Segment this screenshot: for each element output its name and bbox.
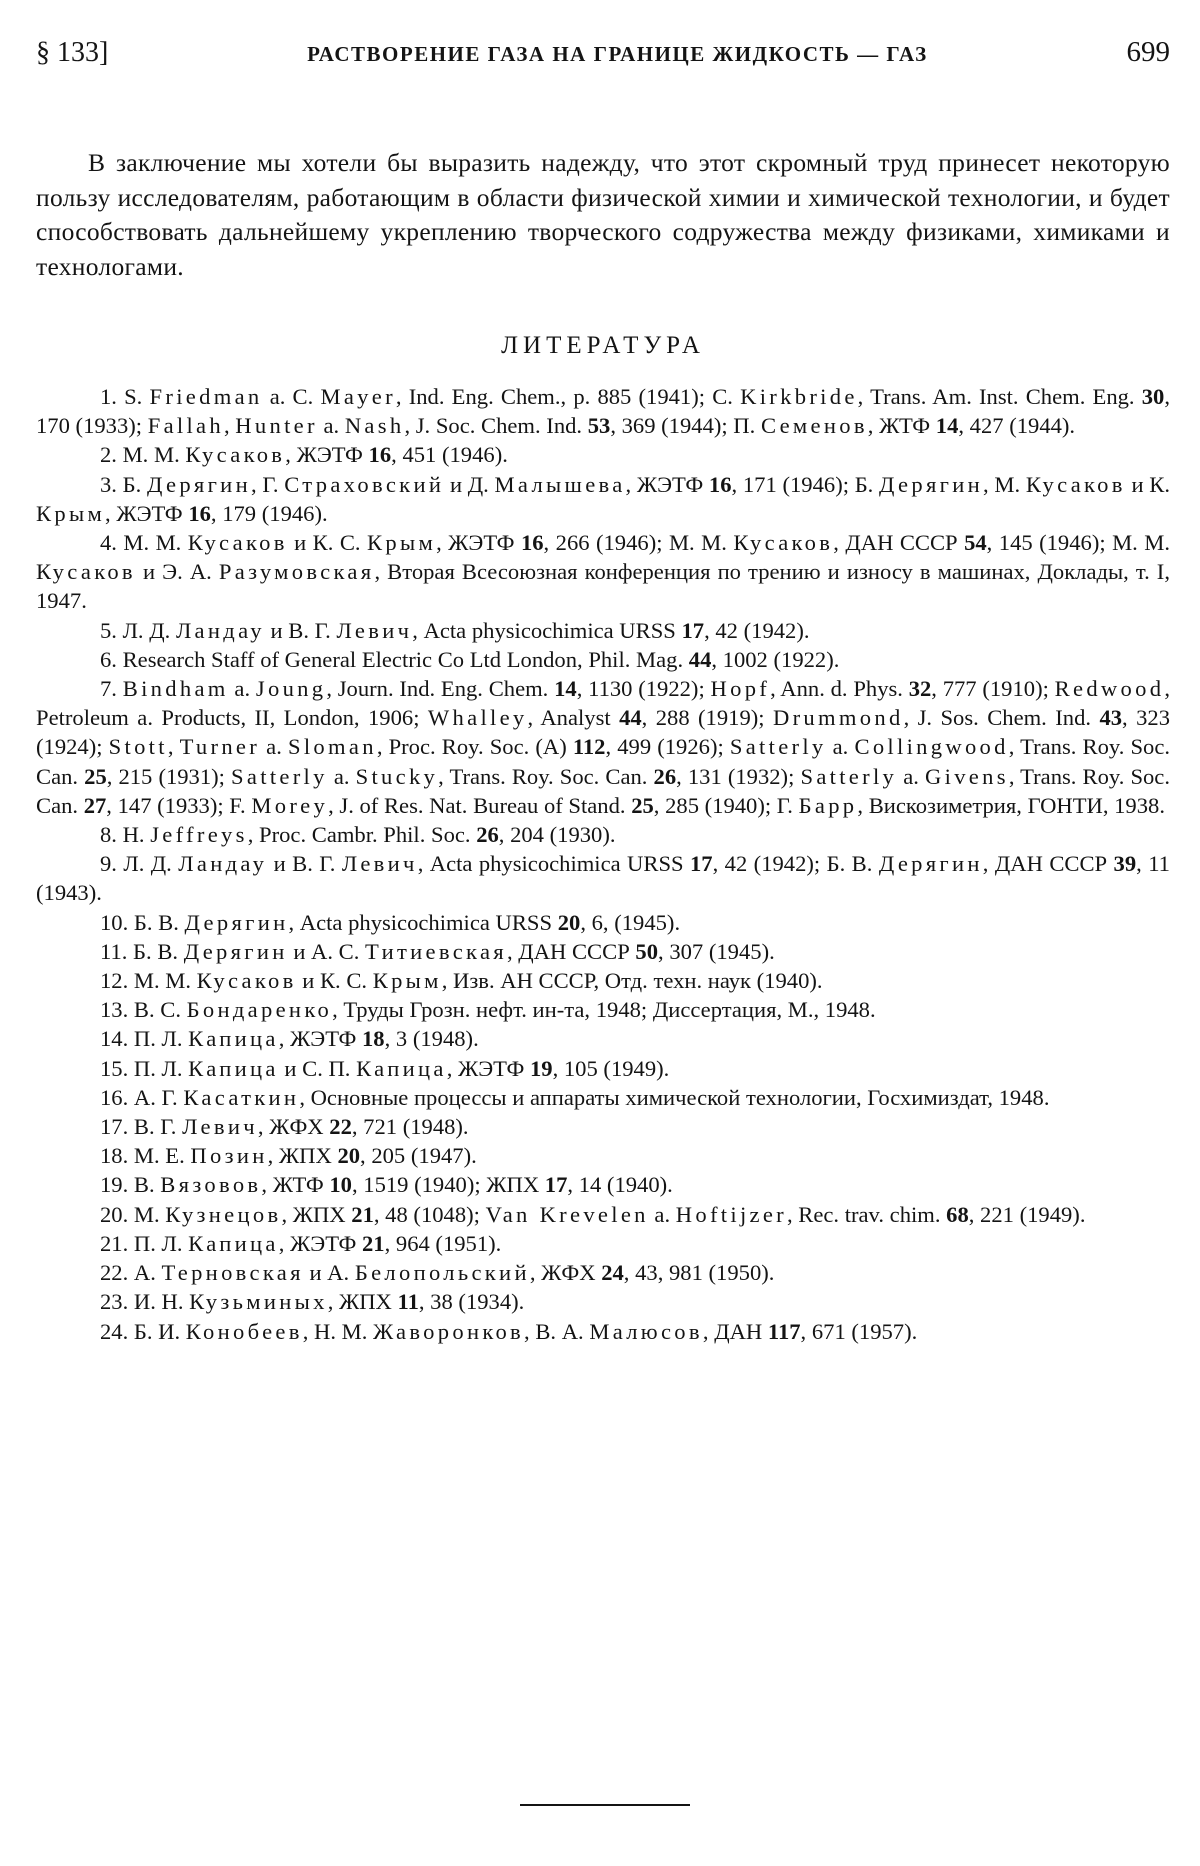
reference-segment: , В. А. <box>524 1318 590 1344</box>
reference-segment: , Acta physicochimica URSS <box>288 909 558 935</box>
reference-segment: , 266 (1946); М. М. <box>543 530 734 556</box>
reference-segment: Satterly <box>231 763 328 789</box>
reference-segment: , ДАН СССР <box>982 851 1114 877</box>
reference-segment: Барр <box>798 792 858 818</box>
reference-segment: 26 <box>476 822 499 848</box>
reference-segment: 44 <box>688 646 712 672</box>
reference-segment: , 1519 (1940); ЖПХ <box>351 1172 545 1198</box>
reference-item <box>36 674 1170 820</box>
reference-item <box>36 1200 1170 1229</box>
reference-segment: 21 <box>362 1230 385 1256</box>
reference-segment: Левич <box>336 617 413 643</box>
reference-item <box>36 382 1170 440</box>
reference-segment: , 721 (1948). <box>351 1114 469 1140</box>
reference-segment: , J. of Res. Nat. Bureau of Stand. <box>328 792 632 818</box>
reference-segment: 16 <box>520 530 544 556</box>
reference-segment: , <box>167 734 180 760</box>
reference-segment: 3. Б. <box>100 471 147 497</box>
reference-segment: Страховский <box>284 471 445 497</box>
reference-segment: , 48 (1048); <box>373 1201 486 1227</box>
reference-segment: 13. В. С. <box>100 997 187 1023</box>
reference-segment: , 964 (1951). <box>384 1230 502 1256</box>
reference-segment: Sloman <box>287 734 377 760</box>
reference-segment: 117 <box>767 1318 801 1344</box>
reference-segment: a. <box>228 676 256 702</box>
reference-segment: Collingwood <box>854 734 1009 760</box>
reference-segment: , ЖЭТФ <box>278 1230 362 1256</box>
reference-segment: Bindham <box>122 676 229 702</box>
reference-segment: , 285 (1940); Г. <box>653 792 799 818</box>
reference-segment: , Н. М. <box>302 1318 374 1344</box>
reference-segment: 18. М. Е. <box>100 1143 191 1169</box>
reference-item <box>36 995 1170 1024</box>
reference-item <box>36 1229 1170 1258</box>
reference-segment: a. <box>826 734 855 760</box>
reference-segment: , Acta physicochimica URSS <box>417 851 690 877</box>
reference-segment: Кусаков <box>187 530 288 556</box>
reference-segment: , ЖФХ <box>257 1114 330 1140</box>
reference-segment: 27 <box>83 792 107 818</box>
reference-segment: 112 <box>572 734 606 760</box>
reference-segment: Жаворонков <box>373 1318 525 1344</box>
reference-segment: Кусаков <box>185 442 286 468</box>
reference-item <box>36 908 1170 937</box>
reference-segment: Hopf <box>710 676 771 702</box>
reference-list <box>36 382 1170 1346</box>
running-header <box>36 36 1170 80</box>
reference-segment: 14. П. Л. <box>100 1026 189 1052</box>
reference-segment: , 6, (1945). <box>580 909 681 935</box>
reference-segment: Крым <box>36 500 106 526</box>
reference-segment: Дерягин <box>879 471 984 497</box>
reference-segment: , 38 (1934). <box>418 1289 525 1315</box>
reference-item <box>36 849 1170 907</box>
section-reference: § 133] <box>36 37 109 68</box>
reference-segment: , 323 (1924); <box>36 705 1171 760</box>
reference-segment: , Вискозиметрия, ГОНТИ, 1938. <box>857 792 1165 818</box>
reference-segment: 30 <box>1141 384 1165 409</box>
reference-segment: , Rec. trav. chim. <box>787 1201 947 1227</box>
reference-segment: Friedman <box>149 384 263 409</box>
reference-segment: Терновская <box>161 1260 304 1286</box>
reference-segment: , Вторая Всесоюзная конференция по трению и износу в машинах, Доклады, т. I, 1947. <box>36 559 1170 614</box>
reference-segment: , 288 (1919); <box>641 705 773 731</box>
reference-segment: 21. П. Л. <box>100 1230 189 1256</box>
reference-segment: , 499 (1926); <box>605 734 730 760</box>
reference-segment: 17 <box>544 1172 568 1198</box>
reference-segment: , 451 (1946). <box>391 442 508 468</box>
reference-segment: 20 <box>557 909 581 935</box>
reference-item <box>36 1258 1170 1287</box>
reference-segment: 25 <box>84 763 107 789</box>
reference-segment: , ЖТФ <box>867 413 936 439</box>
reference-segment: и В. Г. <box>267 851 342 877</box>
reference-segment: , Основные процессы и аппараты химической технологии, Госхимиздат, 1948. <box>299 1084 1050 1110</box>
reference-segment: , Proc. Cambr. Phil. Soc. <box>247 822 477 848</box>
reference-item <box>36 820 1170 849</box>
reference-segment: , 671 (1957). <box>800 1318 918 1344</box>
reference-segment: , Petroleum a. Products, II, London, 1906; <box>36 676 1170 731</box>
reference-segment: 39 <box>1113 851 1137 877</box>
reference-segment: , 1002 (1922). <box>711 646 840 672</box>
reference-segment: 22. А. <box>100 1260 162 1286</box>
reference-segment: Касаткин <box>183 1084 300 1110</box>
reference-segment: a. <box>648 1201 676 1227</box>
reference-item <box>36 937 1170 966</box>
reference-segment: , 42 (1942). <box>704 617 810 643</box>
reference-segment: Конобеев <box>185 1318 303 1344</box>
reference-segment: 53 <box>587 413 611 439</box>
reference-segment: , Journ. Ind. Eng. Chem. <box>326 676 555 702</box>
reference-segment: 8. H. <box>100 822 151 848</box>
reference-segment: , Trans. Roy. Soc. Can. <box>36 734 1171 789</box>
reference-segment: Givens <box>925 763 1009 789</box>
reference-segment: , <box>223 413 236 439</box>
reference-segment: Малышева <box>494 471 626 497</box>
reference-segment: 10. Б. В. <box>100 909 185 935</box>
reference-item <box>36 1024 1170 1053</box>
reference-item <box>36 440 1170 469</box>
reference-segment: , 307 (1945). <box>658 938 775 964</box>
reference-segment: , 205 (1947). <box>360 1143 477 1169</box>
reference-item <box>36 1287 1170 1316</box>
reference-segment: Kirkbride <box>740 384 858 409</box>
page-number: 699 <box>1126 36 1170 68</box>
reference-segment: 16 <box>188 500 211 526</box>
reference-item <box>36 645 1170 674</box>
reference-item <box>36 470 1170 528</box>
reference-segment: 50 <box>635 938 659 964</box>
reference-segment: , М. <box>983 471 1026 497</box>
reference-segment: Morey <box>251 792 329 818</box>
reference-segment: Joung <box>255 676 327 702</box>
reference-segment: 54 <box>964 530 987 556</box>
reference-segment: Кусаков <box>1025 471 1126 497</box>
reference-segment: a. C. <box>262 384 321 409</box>
reference-segment: Крым <box>367 530 437 556</box>
reference-segment: 25 <box>631 792 654 818</box>
reference-segment: , Trans. Am. Inst. Chem. Eng. <box>857 384 1142 409</box>
reference-segment: Hunter <box>235 413 318 439</box>
reference-segment: , 1130 (1922); <box>576 676 711 702</box>
reference-segment: Redwood <box>1054 676 1165 702</box>
reference-segment: Whalley <box>427 705 528 731</box>
reference-segment: , ДАН СССР <box>833 530 965 556</box>
reference-segment: , 147 (1933); F. <box>106 792 252 818</box>
reference-segment: , Труды Грозн. нефт. ин-та, 1948; Диссертация, М., 1948. <box>332 997 876 1023</box>
reference-segment: , ЖПХ <box>267 1143 338 1169</box>
reference-segment: 5. Л. Д. <box>100 617 176 643</box>
reference-segment: 11 <box>397 1289 419 1315</box>
reference-segment: 20 <box>337 1143 361 1169</box>
end-rule <box>520 1804 690 1806</box>
reference-segment: , ЖТФ <box>261 1172 330 1198</box>
reference-segment: Бондаренко <box>186 997 333 1023</box>
reference-segment: 17 <box>681 617 705 643</box>
reference-segment: , ЖЭТФ <box>285 442 369 468</box>
reference-segment: 24 <box>601 1260 624 1286</box>
reference-segment: Nash <box>344 413 405 439</box>
reference-segment: , 14 (1940). <box>567 1172 673 1198</box>
reference-segment: Stott <box>108 734 168 760</box>
reference-segment: 1. S. <box>100 384 150 409</box>
reference-segment: 21 <box>351 1201 374 1227</box>
reference-segment: , ЖЭТФ <box>278 1026 362 1052</box>
reference-segment: , 777 (1910); <box>931 676 1055 702</box>
reference-segment: и С. П. <box>278 1055 357 1081</box>
reference-segment: 43 <box>1099 705 1123 731</box>
reference-segment: и Д. <box>444 471 495 497</box>
reference-segment: Дерягин <box>183 938 288 964</box>
reference-segment: , 215 (1931); <box>106 763 232 789</box>
reference-segment: Stucky <box>355 763 439 789</box>
reference-segment: 11. Б. В. <box>100 938 184 964</box>
reference-item <box>36 1083 1170 1112</box>
reference-segment: и В. Г. <box>264 617 337 643</box>
reference-segment: , Ind. Eng. Chem., p. 885 (1941); C. <box>395 384 741 409</box>
reference-segment: 9. Л. Д. <box>100 851 179 877</box>
reference-segment: Дерягин <box>878 851 983 877</box>
reference-segment: , Analyst <box>527 705 620 731</box>
reference-segment: Капица <box>188 1230 279 1256</box>
reference-segment: 14 <box>554 676 577 702</box>
reference-segment: Титиевская <box>365 938 507 964</box>
reference-segment: Satterly <box>800 763 898 789</box>
reference-segment: Капица <box>188 1055 279 1081</box>
reference-segment: и К. С. <box>287 530 368 556</box>
reference-segment: , 11 (1943). <box>36 851 1170 906</box>
reference-segment: Кузьминых <box>189 1289 328 1315</box>
reference-segment: Van Krevelen <box>485 1201 649 1227</box>
reference-segment: Крым <box>372 968 442 994</box>
reference-segment: Дерягин <box>147 471 251 497</box>
reference-segment: , Trans. Roy. Soc. Can. <box>36 763 1170 818</box>
reference-segment: , 43, 981 (1950). <box>623 1260 775 1286</box>
reference-segment: , Trans. Roy. Soc. Can. <box>438 763 654 789</box>
reference-segment: Семенов <box>760 413 868 439</box>
reference-item <box>36 1112 1170 1141</box>
reference-segment: , 170 (1933); <box>36 384 1170 439</box>
reference-segment: 16. А. Г. <box>100 1084 184 1110</box>
reference-item <box>36 528 1170 616</box>
reference-segment: Turner <box>179 734 261 760</box>
reference-item <box>36 616 1170 645</box>
reference-segment: 6. Research Staff of General Electric Co Ltd London, Phil. Mag. <box>100 646 689 672</box>
reference-segment: , 369 (1944); П. <box>610 413 761 439</box>
reference-segment: Вязовов <box>160 1172 262 1198</box>
reference-segment: 15. П. Л. <box>100 1055 189 1081</box>
reference-segment: , ЖПХ <box>281 1201 352 1227</box>
reference-segment: 16 <box>708 471 732 497</box>
reference-segment: 20. М. <box>100 1201 166 1227</box>
reference-segment: a. <box>897 763 925 789</box>
reference-segment: 32 <box>908 676 932 702</box>
reference-segment: , ЖПХ <box>327 1289 398 1315</box>
reference-segment: , Proc. Roy. Soc. (A) <box>376 734 573 760</box>
reference-segment: 44 <box>619 705 642 731</box>
reference-segment: Ландау <box>178 851 268 877</box>
reference-segment: Левич <box>341 851 418 877</box>
reference-segment: Кузнецов <box>165 1201 282 1227</box>
reference-segment: 2. М. М. <box>100 442 186 468</box>
reference-segment: , Изв. АН СССР, Отд. техн. наук (1940). <box>441 968 823 994</box>
reference-segment: Кусаков <box>196 968 297 994</box>
reference-segment: Левич <box>182 1114 258 1140</box>
reference-segment: Jeffreys <box>150 822 248 848</box>
reference-segment: 17. В. Г. <box>100 1114 183 1140</box>
reference-item <box>36 1317 1170 1346</box>
running-title: РАСТВОРЕНИЕ ГАЗА НА ГРАНИЦЕ ЖИДКОСТЬ — ГАЗ <box>307 42 928 66</box>
reference-segment: , J. Soc. Chem. Ind. <box>404 413 588 439</box>
reference-segment: , 204 (1930). <box>498 822 616 848</box>
reference-segment: Белопольский <box>354 1260 530 1286</box>
reference-segment: Малюсов <box>589 1318 703 1344</box>
reference-item <box>36 1054 1170 1083</box>
reference-segment: 7. <box>100 676 123 702</box>
reference-segment: , 105 (1949). <box>552 1055 670 1081</box>
reference-segment: Разумовская <box>218 559 375 585</box>
reference-segment: 17 <box>690 851 713 877</box>
reference-segment: 24. Б. И. <box>100 1318 186 1344</box>
reference-segment: 19 <box>529 1055 553 1081</box>
reference-segment: 19. В. <box>100 1172 161 1198</box>
reference-segment: , Ann. d. Phys. <box>770 676 909 702</box>
reference-segment: 22 <box>329 1114 352 1140</box>
reference-segment: , ДАН СССР <box>507 938 636 964</box>
reference-segment: Кусаков <box>36 559 136 585</box>
reference-segment: 12. М. М. <box>100 968 197 994</box>
reference-segment: , ЖЭТФ <box>446 1055 530 1081</box>
reference-segment: , ЖЭТФ <box>436 530 521 556</box>
literature-heading: ЛИТЕРАТУРА <box>501 332 705 359</box>
reference-segment: , ЖФХ <box>529 1260 602 1286</box>
reference-segment: , J. Sos. Chem. Ind. <box>903 705 1100 731</box>
reference-segment: 23. И. Н. <box>100 1289 190 1315</box>
reference-segment: a. <box>327 763 356 789</box>
reference-segment: , ЖЭТФ <box>105 500 189 526</box>
reference-segment: , Г. <box>250 471 285 497</box>
reference-segment: Fallah <box>147 413 224 439</box>
reference-segment: Drummond <box>772 705 904 731</box>
reference-segment: , 427 (1944). <box>958 413 1076 439</box>
reference-segment: Кусаков <box>733 530 834 556</box>
reference-segment: Капица <box>188 1026 279 1052</box>
reference-segment: Капица <box>356 1055 447 1081</box>
reference-segment: Дерягин <box>184 909 289 935</box>
reference-segment: , 3 (1948). <box>384 1026 479 1052</box>
reference-segment: , 42 (1942); Б. В. <box>712 851 879 877</box>
reference-segment: , 221 (1949). <box>968 1201 1086 1227</box>
reference-segment: и К. <box>1125 471 1170 497</box>
reference-segment: , 179 (1946). <box>210 500 328 526</box>
reference-segment: и А. <box>303 1260 355 1286</box>
reference-segment: Mayer <box>320 384 396 409</box>
reference-segment: Ландау <box>175 617 265 643</box>
reference-segment: a. <box>260 734 288 760</box>
reference-segment: и Э. А. <box>135 559 219 585</box>
reference-segment: 18 <box>362 1026 385 1052</box>
reference-segment: 68 <box>946 1201 969 1227</box>
reference-item <box>36 1170 1170 1199</box>
reference-segment: и А. С. <box>287 938 366 964</box>
reference-item <box>36 966 1170 995</box>
reference-segment: a. <box>317 413 345 439</box>
reference-segment: , Acta physicochimica URSS <box>412 617 682 643</box>
reference-segment: Hoftijzer <box>675 1201 787 1227</box>
reference-segment: Позин <box>190 1143 268 1169</box>
reference-segment: 26 <box>653 763 677 789</box>
reference-segment: , 131 (1932); <box>676 763 801 789</box>
reference-segment: 14 <box>935 413 959 439</box>
reference-segment: , ДАН <box>702 1318 768 1344</box>
reference-segment: и К. С. <box>296 968 373 994</box>
reference-item <box>36 1141 1170 1170</box>
closing-paragraph: В заключение мы хотели бы выразить надежду, что этот скромный труд принесет некоторую пользу исследователям, работающим в области физической химии и химической технологии, и будет способствовать дальнейшему укреплению творческого содружества между физиками, химиками и технологами. <box>36 148 1170 281</box>
reference-segment: 10 <box>329 1172 352 1198</box>
reference-segment: , 145 (1946); М. М. <box>986 530 1171 556</box>
reference-segment: , ЖЭТФ <box>625 471 709 497</box>
reference-segment: 16 <box>368 442 392 468</box>
reference-segment: 4. М. М. <box>100 530 188 556</box>
reference-segment: , 171 (1946); Б. <box>731 471 880 497</box>
reference-segment: Satterly <box>729 734 827 760</box>
